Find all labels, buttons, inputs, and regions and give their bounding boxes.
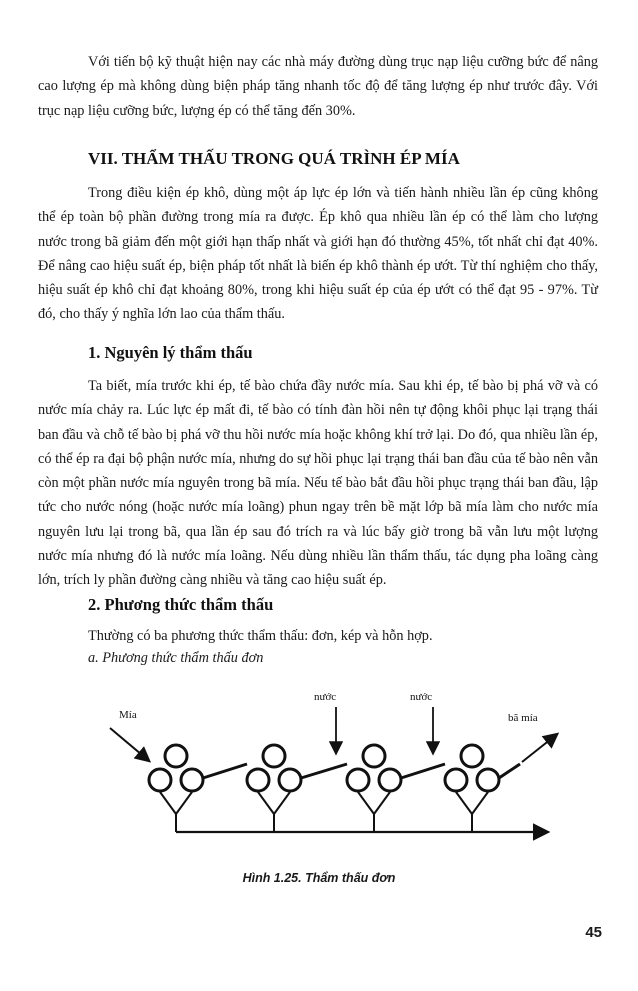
mill-3 xyxy=(347,745,401,791)
mill-4 xyxy=(445,745,499,791)
label-water-2: nước xyxy=(410,691,433,703)
figure-caption: Hình 1.25. Thẩm thấu đơn xyxy=(242,871,396,885)
subsection2-heading: 2. Phương thức thẩm thấu xyxy=(88,595,274,614)
mill-2 xyxy=(247,745,301,791)
page-number: 45 xyxy=(585,924,602,941)
label-input-cane: Mía xyxy=(119,709,137,721)
section-heading: VII. THẨM THẤU TRONG QUÁ TRÌNH ÉP MÍA xyxy=(88,149,460,168)
juice-drainage xyxy=(160,792,488,832)
intro-paragraph: Với tiến bộ kỹ thuật hiện nay các nhà máy đường dùng trục nạp liệu cưỡng bức để nâng cao lượng ép mà không dùng biện pháp tăng nhanh tốc độ để tăng lượng ép như trước đây. Với trục nạp liệu cưỡng bức, lượng ép có thể tăng đến 30%. xyxy=(38,54,598,119)
subsection2a-heading: a. Phương thức thẩm thấu đơn xyxy=(88,650,264,666)
subsection1-paragraph: Ta biết, mía trước khi ép, tế bào chứa đầy nước mía. Sau khi ép, tế bào bị phá vỡ và có nước mía chảy ra. Lúc lực ép mất đi, tế bào có tính đàn hồi nên tự động khôi phục lại trạng thái ban đầu và chỗ tế bào bị phá vỡ thu hồi nước mía hoặc không khí trở lại. Do đó, qua nhiều lần ép, có thể ép ra đại bộ phận nước mía, nhưng do sự hồi phục lại trạng thái ban đầu của tế bào nên vẫn còn một phần nước mía nguyên trong bã mía. Nếu tế bào bắt đầu hồi phục trạng thái ban đầu, lập tức cho nước nóng (hoặc nước mía loãng) phun ngay trên bề mặt lớp bã mía làm cho nước mía nguyên lưu lại trong bã, qua lần ép sau đó trích ra và lúc bấy giờ trong bã vẫn lưu một lượng nước mía nhưng đó là nước mía loãng. Nếu dùng nhiều lần thẩm thấu, tác dụng pha loãng càng lớn, trích ly phần đường càng nhiều và tăng cao hiệu suất ép. xyxy=(38,378,598,589)
label-water-1: nước xyxy=(314,691,337,703)
subsection1-heading: 1. Nguyên lý thẩm thấu xyxy=(88,343,253,362)
output-arrow xyxy=(522,735,556,762)
simple-imbibition-diagram xyxy=(90,680,570,860)
mill-1 xyxy=(149,745,203,791)
section-paragraph: Trong điều kiện ép khô, dùng một áp lực ép lớn và tiến hành nhiều lần ép cũng không thể ép toàn bộ phần đường trong mía ra được. Ép khô qua nhiều lần ép có thể làm cho lượng nước trong bã giảm đến một giới hạn thấp nhất và giới hạn đó thường 45%, tốt nhất chỉ đạt 40%. Để nâng cao hiệu suất ép, biện pháp tốt nhất là biến ép khô thành ép ướt. Từ thí nghiệm cho thấy, hiệu suất ép khô chỉ đạt khoảng 80%, trong khi hiệu suất ép của ép ướt có thể đạt 95 - 97%. Từ đó, cho thấy ý nghĩa lớn lao của thẩm thấu. xyxy=(38,185,598,323)
input-arrow xyxy=(110,728,148,760)
label-output-bagasse: bã mía xyxy=(508,712,538,724)
subsection2-paragraph: Thường có ba phương thức thẩm thấu: đơn, kép và hỗn hợp. xyxy=(88,628,433,644)
